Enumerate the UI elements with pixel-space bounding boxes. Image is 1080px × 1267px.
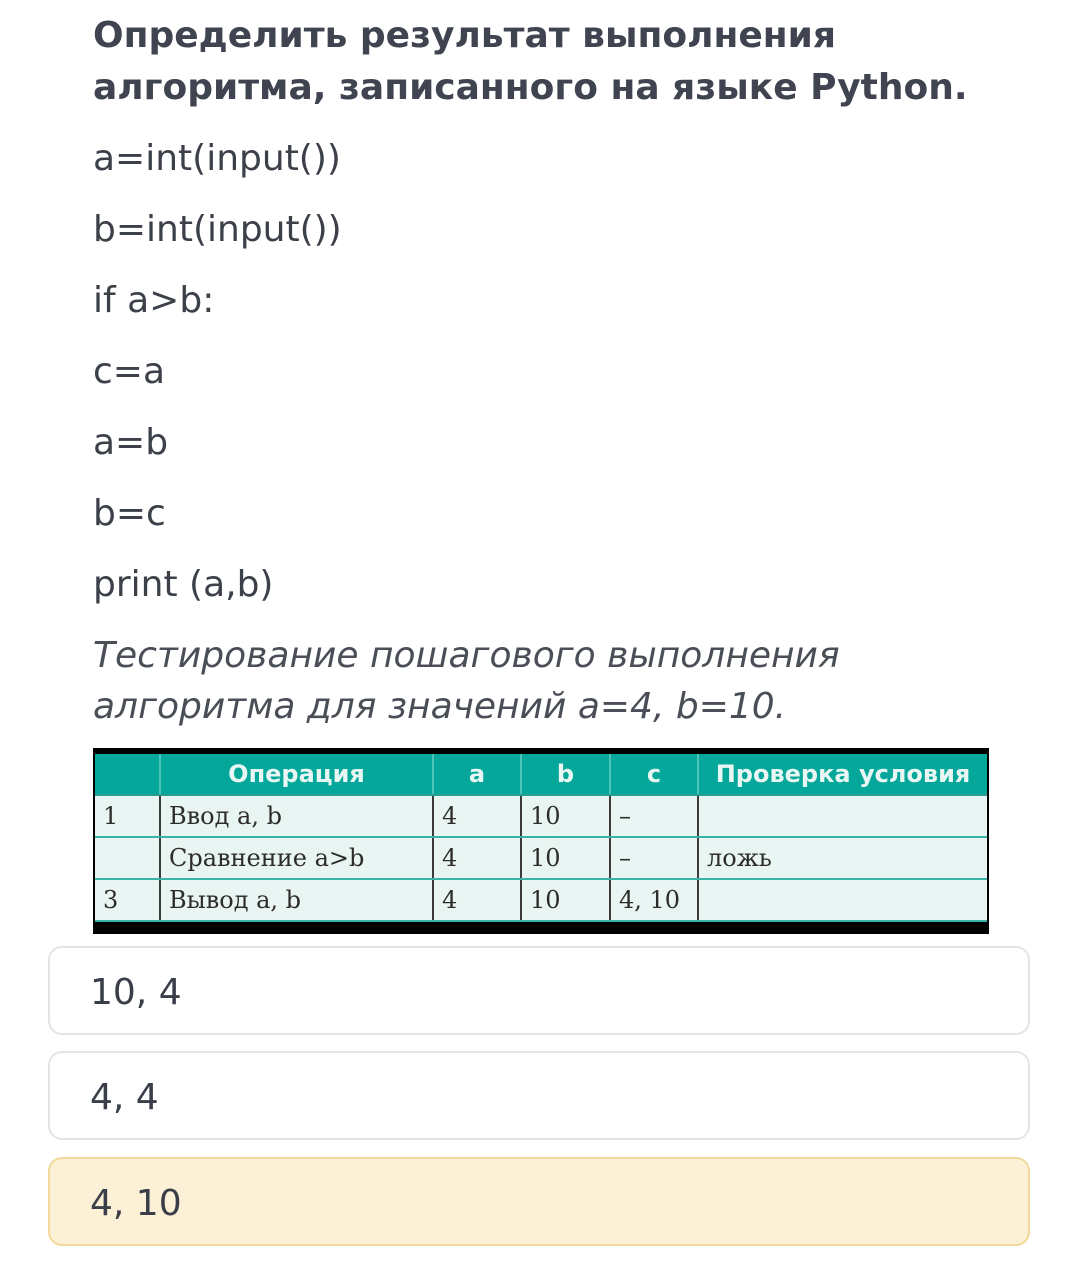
cell-a: 4 bbox=[433, 879, 521, 921]
code-line-7: print (a,b) bbox=[93, 564, 274, 605]
answer-option-label: 4, 4 bbox=[90, 1077, 159, 1118]
header-number bbox=[95, 754, 160, 795]
header-condition: Проверка условия bbox=[698, 754, 987, 795]
answer-option-2[interactable] bbox=[48, 1051, 1030, 1140]
table-header-row bbox=[95, 754, 987, 795]
answer-option-1[interactable] bbox=[48, 946, 1030, 1035]
table-row bbox=[95, 879, 987, 921]
table-row bbox=[95, 837, 987, 879]
code-line-5: a=b bbox=[93, 422, 169, 463]
code-line-4: c=a bbox=[93, 351, 166, 392]
cell-c: 4, 10 bbox=[610, 879, 698, 921]
cell-operation: Вывод a, b bbox=[160, 879, 433, 921]
cell-a: 4 bbox=[433, 795, 521, 837]
cell-number: 1 bbox=[95, 795, 160, 837]
cell-b: 10 bbox=[521, 879, 610, 921]
header-b: b bbox=[521, 754, 610, 795]
cell-c: – bbox=[610, 795, 698, 837]
cell-number bbox=[95, 837, 160, 879]
cell-b: 10 bbox=[521, 795, 610, 837]
code-line-1: a=int(input()) bbox=[93, 138, 341, 179]
trace-table bbox=[95, 754, 987, 922]
trace-table-image bbox=[93, 748, 989, 934]
question-title: Определить результат выполнения алгоритма, записанного на языке Python. bbox=[93, 15, 968, 108]
code-line-6: b=c bbox=[93, 493, 166, 534]
cell-condition: ложь bbox=[698, 837, 987, 879]
cell-number: 3 bbox=[95, 879, 160, 921]
cell-condition bbox=[698, 795, 987, 837]
table-row bbox=[95, 795, 987, 837]
header-a: a bbox=[433, 754, 521, 795]
table-image-border bbox=[93, 922, 989, 934]
header-c: c bbox=[610, 754, 698, 795]
code-line-3: if a>b: bbox=[93, 280, 215, 321]
test-hint: Тестирование пошагового выполнения алгоритма для значений a=4, b=10. bbox=[93, 635, 840, 727]
header-operation: Операция bbox=[160, 754, 433, 795]
cell-c: – bbox=[610, 837, 698, 879]
cell-b: 10 bbox=[521, 837, 610, 879]
answer-option-label: 4, 10 bbox=[90, 1183, 182, 1224]
cell-condition bbox=[698, 879, 987, 921]
cell-operation: Ввод a, b bbox=[160, 795, 433, 837]
answer-option-label: 10, 4 bbox=[90, 972, 182, 1013]
cell-operation: Сравнение a>b bbox=[160, 837, 433, 879]
code-line-2: b=int(input()) bbox=[93, 209, 342, 250]
cell-a: 4 bbox=[433, 837, 521, 879]
answer-option-3[interactable] bbox=[48, 1157, 1030, 1246]
